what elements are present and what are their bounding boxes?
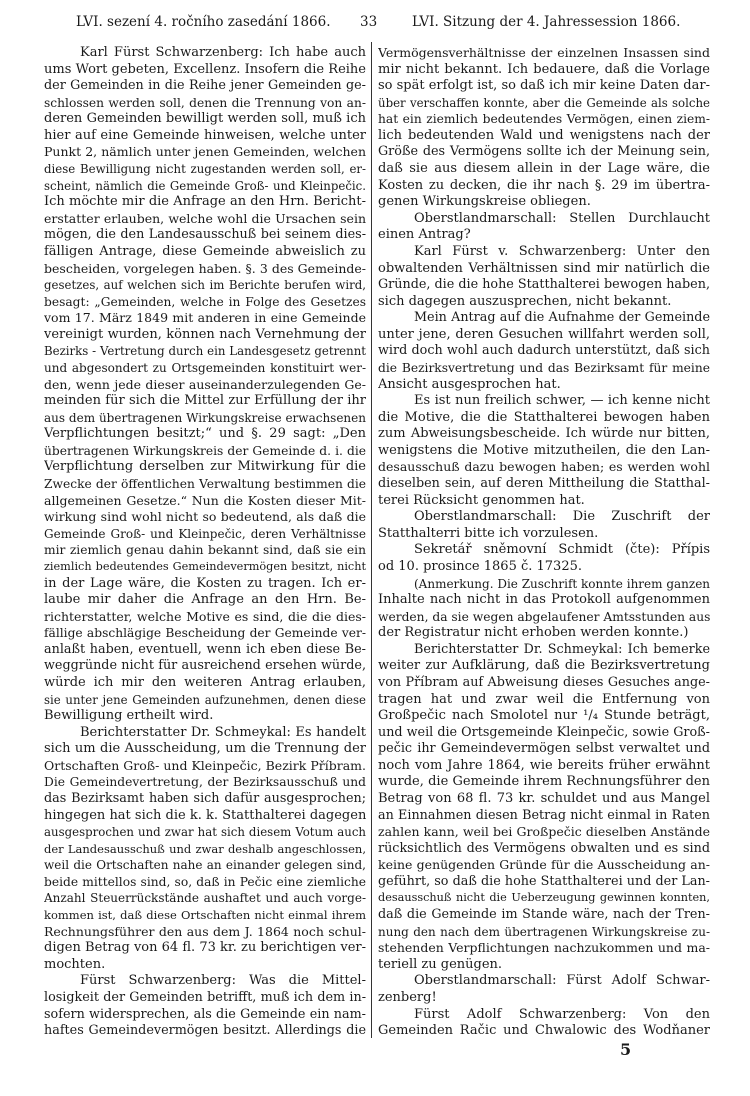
text-line: Größe des Vermögens sollte ich der Meinung sein, — [378, 144, 710, 160]
text-line: Verpflichtungen besitzt;“ und §. 29 sagt: „Den — [44, 426, 366, 442]
text-line: laube mir daher die Anfrage an den Hrn. Be- — [44, 592, 366, 608]
text-line: haftes Gemeindevermögen besitzt. Allerdings die — [44, 1023, 366, 1039]
text-line: Ansicht ausgesprochen hat. — [378, 376, 561, 392]
text-line: genen Wirkungskreise obliegen. — [378, 194, 591, 210]
text-line: Es ist nun freilich schwer, — ich kenne nicht — [414, 393, 710, 409]
text-line: noch vom Jahre 1864, wie bereits früher erwähnt — [378, 757, 710, 773]
text-line: nung den nach dem übertragenen Wirkungskreise zu- — [378, 924, 710, 939]
text-line: allgemeinen Gesetze.“ Nun die Kosten dieser Mit- — [44, 492, 366, 508]
text-line: mir ziemlich genau dahin bekannt sind, daß sie ein — [44, 543, 366, 558]
text-line: stehenden Verpflichtungen nachzukommen und ma- — [378, 940, 710, 956]
header-german: LVI. Sitzung der 4. Jahressession 1866. — [412, 14, 681, 30]
text-line: und abgesondert zu Ortsgemeinden konstituirt wer- — [44, 360, 366, 375]
text-line: mögen, die den Landesausschuß bei seinem dies- — [44, 227, 366, 243]
text-line: Berichterstatter Dr. Schmeykal: Ich bemerke — [414, 641, 710, 657]
left-column — [44, 45, 366, 1040]
column-divider — [371, 42, 372, 1038]
text-line: od 10. prosince 1865 č. 17325. — [378, 558, 583, 574]
text-line: pečic ihr Gemeindevermögen selbst verwaltet und — [378, 741, 710, 757]
text-line: besagt: „Gemeinden, welche in Folge des Gesetzes — [44, 294, 366, 309]
text-line: vereinigt wurden, können nach Vernehmung der — [44, 326, 366, 342]
text-line: Sekretář sněmovní Schmidt (čte): Přípis — [414, 542, 710, 558]
text-line: Zwecke der öffentlichen Verwaltung bestimmen die — [44, 477, 366, 492]
text-line: Vermögensverhältnisse der einzelnen Insassen sind — [378, 45, 710, 60]
text-line: daß die Gemeinde im Stande wäre, nach der Tren- — [378, 907, 710, 923]
text-line: der Landesausschuß und zwar deshalb angeschlossen, — [44, 841, 366, 856]
text-line: Berichterstatter Dr. Schmeykal: Es handelt — [80, 724, 366, 740]
text-line: fällige abschlägige Bescheidung der Gemeinde ver- — [44, 626, 366, 641]
text-line: Die Gemeindevertretung, der Bezirksausschuß und — [44, 775, 366, 790]
text-line: anlaßt haben, eventuell, wenn ich eben diese Be- — [44, 641, 366, 657]
signature-mark: 5 — [620, 1040, 632, 1059]
text-line: die Bezirksvertretung und das Bezirksamt für meine — [378, 360, 710, 375]
text-line: Betrag von 68 fl. 73 kr. schuldet und aus Mangel — [378, 791, 710, 807]
text-line: schlossen werden soll, denen die Trennung von an- — [44, 95, 366, 110]
text-line: so spät erfolgt ist, so daß ich mir keine Daten dar- — [378, 78, 710, 94]
text-line: tragen hat und zwar weil die Entfernung von — [378, 691, 710, 707]
text-line: hat ein ziemlich bedeutendes Vermögen, einen ziem- — [378, 112, 710, 127]
text-line: Statthalterri bitte ich vorzulesen. — [378, 525, 599, 541]
text-line: terei Rücksicht genommen hat. — [378, 492, 585, 508]
text-line: über verschaffen konnte, aber die Gemeinde als solche — [378, 95, 710, 110]
text-line: desausschuß dazu bewogen haben; es werden wohl — [378, 459, 710, 475]
text-line: beide mittellos sind, so, daß in Pečic eine ziemliche — [44, 874, 366, 889]
text-line: losigkeit der Gemeinden betrifft, muß ich dem in- — [44, 989, 366, 1005]
text-line: kommen ist, daß diese Ortschaften nicht einmal ihrem — [44, 908, 366, 923]
text-line: ziemlich bedeutendes Gemeindevermögen besitzt, nicht — [44, 559, 366, 573]
text-line: teriell zu genügen. — [378, 956, 503, 972]
text-line: Gemeinde Groß- und Kleinpečic, deren Verhältnisse — [44, 526, 366, 541]
text-line: Ortschaften Groß- und Kleinpečic, Bezirk Příbram. — [44, 757, 366, 773]
text-line: Mein Antrag auf die Aufnahme der Gemeinde — [414, 310, 710, 326]
text-line: richterstatter, welche Motive es sind, die die dies- — [44, 608, 366, 624]
text-line: weiter zur Aufklärung, daß die Bezirksvertretung — [378, 658, 710, 674]
text-line: gesetzes, auf welchen sich im Berichte berufen wird, — [44, 278, 366, 293]
text-line: hier auf eine Gemeinde hinweisen, welche unter — [44, 127, 366, 143]
text-line: Ich möchte mir die Anfrage an den Hrn. Bericht- — [44, 194, 366, 210]
text-line: unter jene, deren Gesuchen willfahrt werden soll, — [378, 326, 710, 342]
text-line: Inhalte nach nicht in das Protokoll aufgenommen — [378, 592, 710, 608]
text-line: wird doch wohl auch dadurch unterstützt, daß sich — [378, 343, 710, 359]
text-line: ausgesprochen und zwar hat sich diesem Votum auch — [44, 825, 366, 840]
text-line: ums Wort gebeten, Excellenz. Insofern die Reihe — [44, 61, 366, 77]
text-line: den, wenn jede dieser auseinanderzulegenden Ge- — [44, 376, 366, 392]
text-line: Karl Fürst v. Schwarzenberg: Unter den — [414, 243, 710, 259]
text-line: zum Abweisungsbescheide. Ich würde nur bitten, — [378, 426, 710, 442]
right-column — [378, 45, 710, 1040]
text-line: der Gemeinden in die Reihe jener Gemeinden ge- — [44, 78, 366, 94]
text-line: sich dagegen auszusprechen, nicht bekannt. — [378, 293, 672, 309]
running-header — [0, 14, 750, 36]
text-line: bescheiden, vorgelegen haben. §. 3 des Gemeinde- — [44, 260, 366, 276]
header-czech: LVI. sezení 4. ročního zasedání 1866. — [76, 14, 331, 30]
text-line: diese Bewilligung nicht zugestanden werden soll, er- — [44, 162, 366, 177]
text-line: fälligen Antrage, diese Gemeinde abweislich zu — [44, 243, 366, 259]
text-line: das Bezirksamt haben sich dafür ausgesprochen; — [44, 791, 366, 807]
text-line: (Anmerkung. Die Zuschrift konnte ihrem ganzen — [414, 576, 710, 591]
text-line: rücksichtlich des Vermögens obwalten und es sind — [378, 840, 710, 856]
text-line: mir nicht bekannt. Ich bedauere, daß die Vorlage — [378, 61, 710, 77]
text-line: geführt, so daß die hohe Statthalterei und der Lan- — [378, 873, 710, 889]
text-line: deren Gemeinden bewilligt werden soll, muß ich — [44, 111, 366, 127]
text-line: sofern widersprechen, als die Gemeinde ein nam- — [44, 1006, 366, 1022]
text-line: Karl Fürst Schwarzenberg: Ich habe auch — [80, 45, 366, 60]
text-line: einen Antrag? — [378, 227, 471, 243]
text-line: Gründe, die die hohe Statthalterei bewogen haben, — [378, 277, 710, 293]
text-line: übertragenen Wirkungskreis der Gemeinde d. i. die — [44, 443, 366, 458]
text-line: und weil die Ortsgemeinde Kleinpečic, sowie Groß- — [378, 724, 710, 740]
text-line: Verpflichtung derselben zur Mitwirkung für die — [44, 459, 366, 475]
text-line: erstatter erlauben, welche wohl die Ursachen sein — [44, 210, 366, 226]
text-line: Oberstlandmarschall: Die Zuschrift der — [414, 509, 710, 525]
text-line: aus dem übertragenen Wirkungskreise erwachsenen — [44, 410, 366, 425]
text-line: lich bedeutenden Wald und wenigstens nach der — [378, 127, 710, 143]
text-line: digen Betrag von 64 fl. 73 kr. zu berichtigen ver- — [44, 940, 366, 956]
text-line: von Příbram auf Abweisung dieses Gesuches ange- — [378, 674, 710, 690]
text-line: keine genügenden Gründe für die Ausscheidung an- — [378, 857, 710, 873]
text-line: sich um die Ausscheidung, um die Trennung der — [44, 741, 366, 757]
text-line: mochten. — [44, 956, 106, 972]
text-line: vom 17. März 1849 mit anderen in eine Gemeinde — [44, 310, 366, 326]
text-line: der Registratur nicht erhoben werden konnte.) — [378, 625, 689, 641]
text-line: zahlen kann, weil bei Großpečic dieselben Anstände — [378, 824, 710, 840]
text-line: Rechnungsführer den aus dem J. 1864 noch schul- — [44, 923, 366, 939]
text-line: desausschuß nicht die Ueberzeugung gewinnen konnten, — [378, 891, 710, 905]
text-line: die Motive, die die Statthalterei bewogen haben — [378, 409, 710, 425]
text-line: werden, da sie wegen abgelaufener Amtsstunden aus — [378, 609, 710, 624]
text-line: daß sie aus diesem allein in der Lage wäre, die — [378, 161, 710, 177]
text-line: wirkung sind wohl nicht so bedeutend, als daß die — [44, 509, 366, 525]
text-line: zenberg! — [378, 989, 437, 1005]
text-line: Oberstlandmarschall: Stellen Durchlaucht — [414, 210, 710, 226]
text-line: meinden für sich die Mittel zur Erfüllung der ihr — [44, 393, 366, 409]
page-number: 33 — [360, 14, 378, 30]
text-line: hingegen hat sich die k. k. Statthalterei dagegen — [44, 807, 366, 823]
text-line: Fürst Adolf Schwarzenberg: Von den — [414, 1006, 710, 1022]
text-line: Punkt 2, nämlich unter jenen Gemeinden, welchen — [44, 144, 366, 160]
text-line: Bezirks - Vertretung durch ein Landesgesetz getrennt — [44, 344, 366, 359]
text-line: weggründe nicht für ausreichend ersehen würde, — [44, 658, 366, 674]
text-line: Kosten zu decken, die ihr nach §. 29 im übertra- — [378, 177, 710, 193]
text-line: sie unter jene Gemeinden aufzunehmen, denen diese — [44, 692, 366, 707]
text-line: an Einnahmen diesen Betrag nicht einmal in Raten — [378, 807, 710, 823]
text-line: Oberstlandmarschall: Fürst Adolf Schwar- — [414, 973, 710, 989]
text-line: Großpečic nach Smolotel nur ¹/₄ Stunde beträgt, — [378, 708, 710, 724]
text-line: Fürst Schwarzenberg: Was die Mittel- — [80, 973, 366, 989]
text-line: obwaltenden Verhältnissen sind mir natürlich die — [378, 260, 710, 276]
text-line: Bewilligung ertheilt wird. — [44, 708, 214, 724]
text-line: in der Lage wäre, die Kosten zu tragen. Ich er- — [44, 575, 366, 591]
text-line: würde ich mir den weiteren Antrag erlauben, — [44, 674, 366, 690]
text-line: wenigstens die Motive mitzutheilen, die den Lan- — [378, 442, 710, 458]
text-line: Anzahl Steuerrückstände aushaftet und auch vorge- — [44, 891, 366, 906]
text-line: wurde, die Gemeinde ihrem Rechnungsführer den — [378, 774, 710, 790]
text-line: Gemeinden Račic und Chwalowic des Wodňaner — [378, 1023, 710, 1039]
text-line: dieselben sein, auf deren Mittheilung die Statthal- — [378, 476, 710, 492]
text-line: scheint, nämlich die Gemeinde Groß- und Kleinpečic. — [44, 178, 366, 193]
text-line: weil die Ortschaften nahe an einander gelegen sind, — [44, 858, 366, 873]
